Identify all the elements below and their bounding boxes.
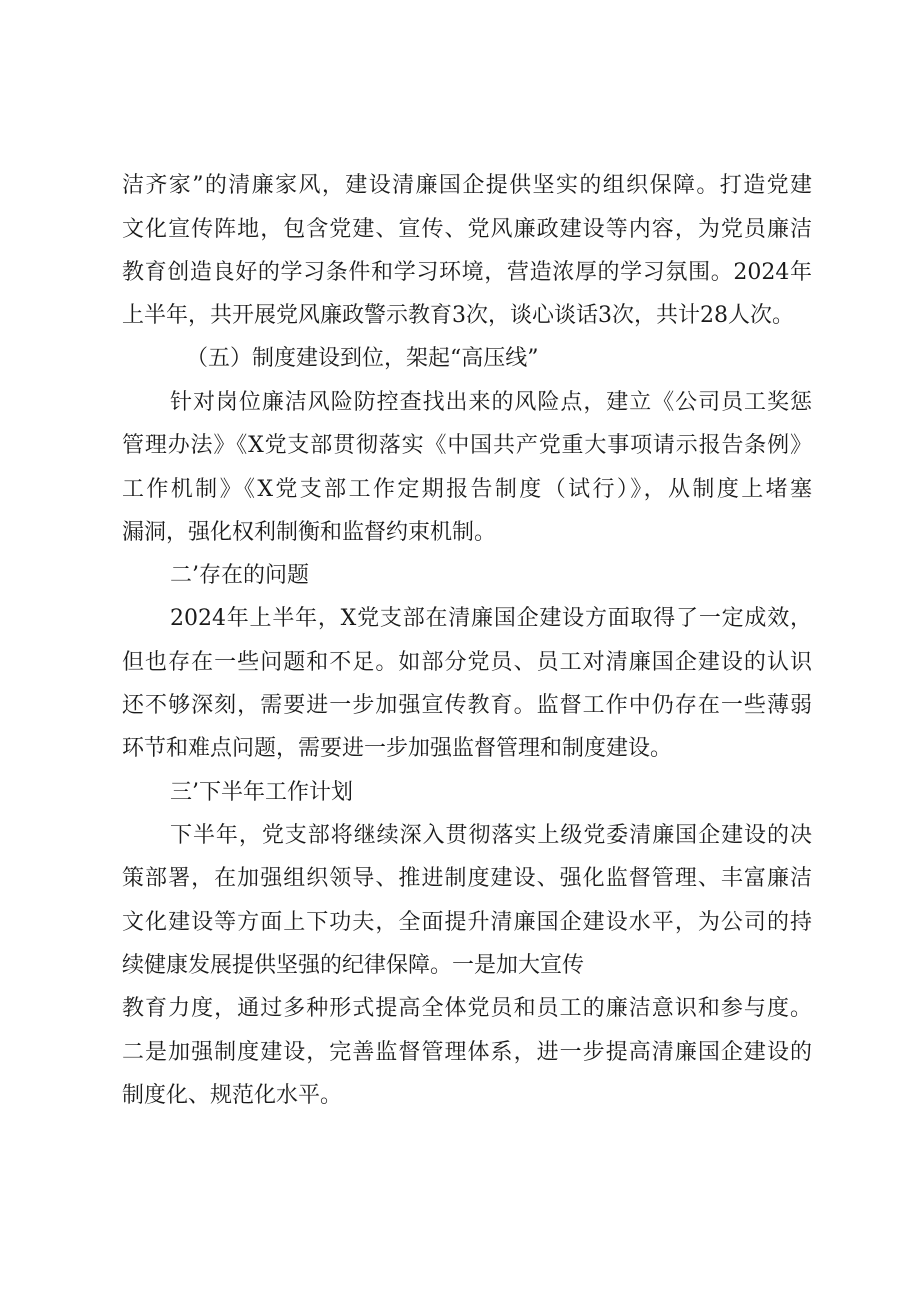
section-heading-2: 二’存在的问题 [170,563,309,588]
body-text-line: 管理办法》《X党支部贯彻落实《中国共产党重大事项请示报告条例》 [122,433,812,458]
body-text-line: 2024年上半年，X党支部在清廉国企建设方面取得了一定成效， [170,606,812,631]
body-text-line: 策部署，在加强组织领导、推进制度建设、强化监督管理、丰富廉洁 [122,866,812,891]
body-text-line: 工作机制》《X党支部工作定期报告制度（试行）》，从制度上堵塞 [122,477,812,502]
body-text-line: 环节和难点问题，需要进一步加强监督管理和制度建设。 [122,736,673,761]
section-heading-3: 三’下半年工作计划 [170,780,353,805]
body-text-line: 漏洞，强化权利制衡和监督约束机制。 [122,520,497,545]
body-text-line: 制度化、规范化水平。 [122,1083,343,1108]
body-text-line: 还不够深刻，需要进一步加强宣传教育。监督工作中仍存在一些薄弱 [122,693,812,718]
body-text-line: 上半年，共开展党风廉政警示教育3次，谈心谈话3次，共计28人次。 [122,303,794,328]
body-text-line: 教育力度，通过多种形式提高全体党员和员工的廉洁意识和参与度。 [122,996,812,1021]
body-text-line: 二是加强制度建设，完善监督管理体系，进一步提高清廉国企建设的 [122,1040,812,1065]
body-text-line: 但也存在一些问题和不足。如部分党员、员工对清廉国企建设的认识 [122,650,812,675]
body-text-line: 下半年，党支部将继续深入贯彻落实上级党委清廉国企建设的决 [170,823,812,848]
section-heading-5: （五）制度建设到位，架起“高压线” [186,346,539,371]
body-text-line: 洁齐家”的清廉家风，建设清廉国企提供坚实的组织保障。打造党建 [122,173,812,198]
body-text-line: 文化宣传阵地，包含党建、宣传、党风廉政建设等内容，为党员廉洁 [122,217,812,242]
body-text-line: 文化建设等方面上下功夫，全面提升清廉国企建设水平，为公司的持 [122,910,812,935]
body-text-line: 续健康发展提供坚强的纪律保障。一是加大宣传 [122,953,585,978]
body-text-line: 针对岗位廉洁风险防控查找出来的风险点，建立《公司员工奖惩 [170,390,812,415]
body-text-line: 教育创造良好的学习条件和学习环境，营造浓厚的学习氛围。2024年 [122,260,812,285]
